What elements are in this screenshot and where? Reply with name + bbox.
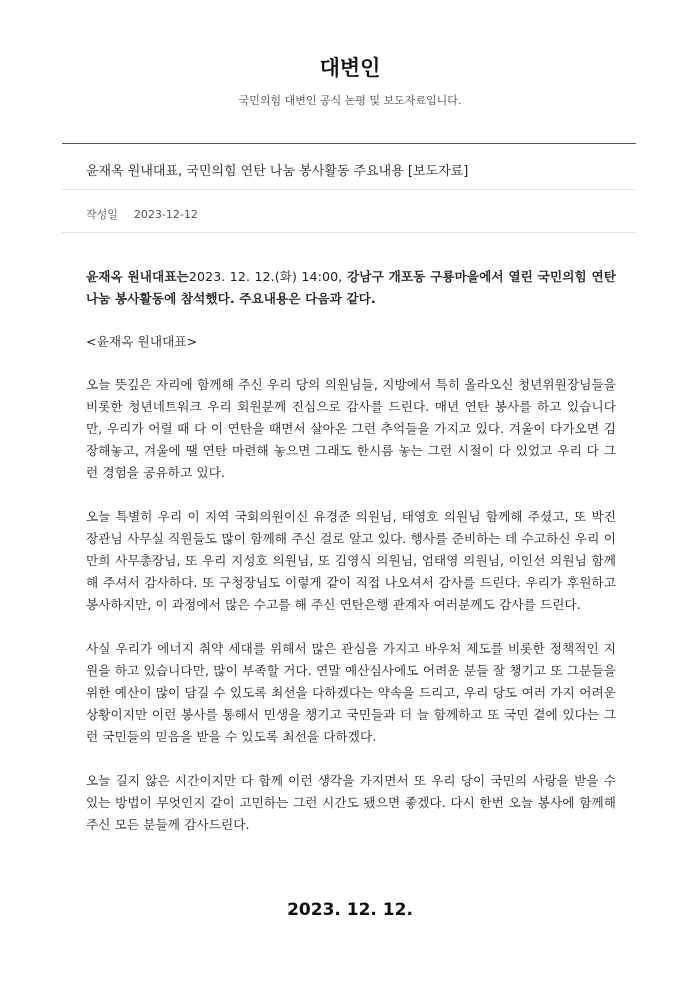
date-value: 2023-12-12 (133, 208, 198, 221)
article-body (86, 266, 616, 857)
speaker-heading: <윤재옥 원내대표> (86, 334, 198, 350)
site-subtitle: 국민의힘 대변인 공식 논평 및 보도자료입니다. (238, 94, 462, 107)
lead-subject: 윤재옥 원내대표는 (86, 269, 189, 284)
lead-text: 강남구 개포동 구룡마을에서 열린 국민의힘 연탄 나눔 봉사활동에 참석했다. 주요내용은 다음과 같다. (86, 269, 617, 307)
body-paragraph: 오늘 길지 않은 시간이지만 다 함께 이런 생각을 가지면서 또 우리 당이 국민의 사랑을 받을 수 있는 방법이 무엇인지 같이 고민하는 그런 시간도 됐으면 좋겠다. 다시 한번 오늘 봉사에 함께해 주신 모든 분들께 감사드린다. (86, 772, 616, 833)
body-paragraph: 사실 우리가 에너지 취약 세대를 위해서 많은 관심을 가지고 바우처 제도를 비롯한 정책적인 지원을 하고 있습니다만, 많이 부족할 거다. 연말 예산심사에도 어려운 분들 잘 챙기고 또 그분들을 위한 예산이 많이 담길 수 있도록 최선을 다하겠다는 약속을 드리고, 우리 당도 여러 가지 어려운 상황이지만 이런 봉사를 통해서 민생을 챙기고 국민들과 더 늘 함께하고 또 국민 곁에 있다는 그런 국민들의 믿음을 받을 수 있도록 최선을 다하겠다. (86, 640, 616, 745)
lead-paragraph (86, 266, 616, 310)
title-divider (62, 189, 636, 190)
footer-date: 2023. 12. 12. (287, 900, 413, 920)
post-meta (86, 206, 198, 222)
site-title: 대변인 (319, 56, 381, 80)
lead-datetime: 2023. 12. 12.(화) 14:00, (188, 269, 343, 284)
post-title: 윤재옥 원내대표, 국민의힘 연탄 나눔 봉사활동 주요내용 [보도자료] (86, 164, 469, 179)
body-paragraph: 오늘 뜻깊은 자리에 함께해 주신 우리 당의 의원님들, 지방에서 특히 올라오신 청년위원장님들을 비롯한 청년네트워크 우리 회원분께 진심으로 감사를 드린다. 매년 연탄 봉사를 하고 있습니다만, 우리가 어릴 때 다 이 연탄을 때면서 살아온 그런 추억들을 가지고 있다. 겨울이 다가오면 김장해놓고, 겨울에 땔 연탄 마련해 놓으면 그래도 한시름 놓는 그런 시절이 다 있었고 우리 다 그런 경험을 공유하고 있다. (86, 376, 616, 481)
body-paragraph: 오늘 특별히 우리 이 지역 국회의원이신 유경준 의원님, 태영호 의원님 함께해 주셨고, 또 박진 장관님 사무실 직원들도 많이 함께해 주신 걸로 알고 있다. 행사를 준비하는 데 수고하신 우리 이만희 사무총장님, 또 우리 지성호 의원님, 또 김영식 의원님, 엄태영 의원님, 이인선 의원님 함께해 주셔서 감사하다. 또 구청장님도 이렇게 같이 직접 나오셔서 감사를 드린다. 우리가 후원하고 봉사하지만, 이 과정에서 많은 수고를 해 주신 연탄은행 관계자 여러분께도 감사를 드린다. (86, 508, 616, 613)
meta-divider (62, 232, 636, 233)
date-label: 작성일 (86, 208, 118, 221)
header-divider (62, 143, 636, 144)
